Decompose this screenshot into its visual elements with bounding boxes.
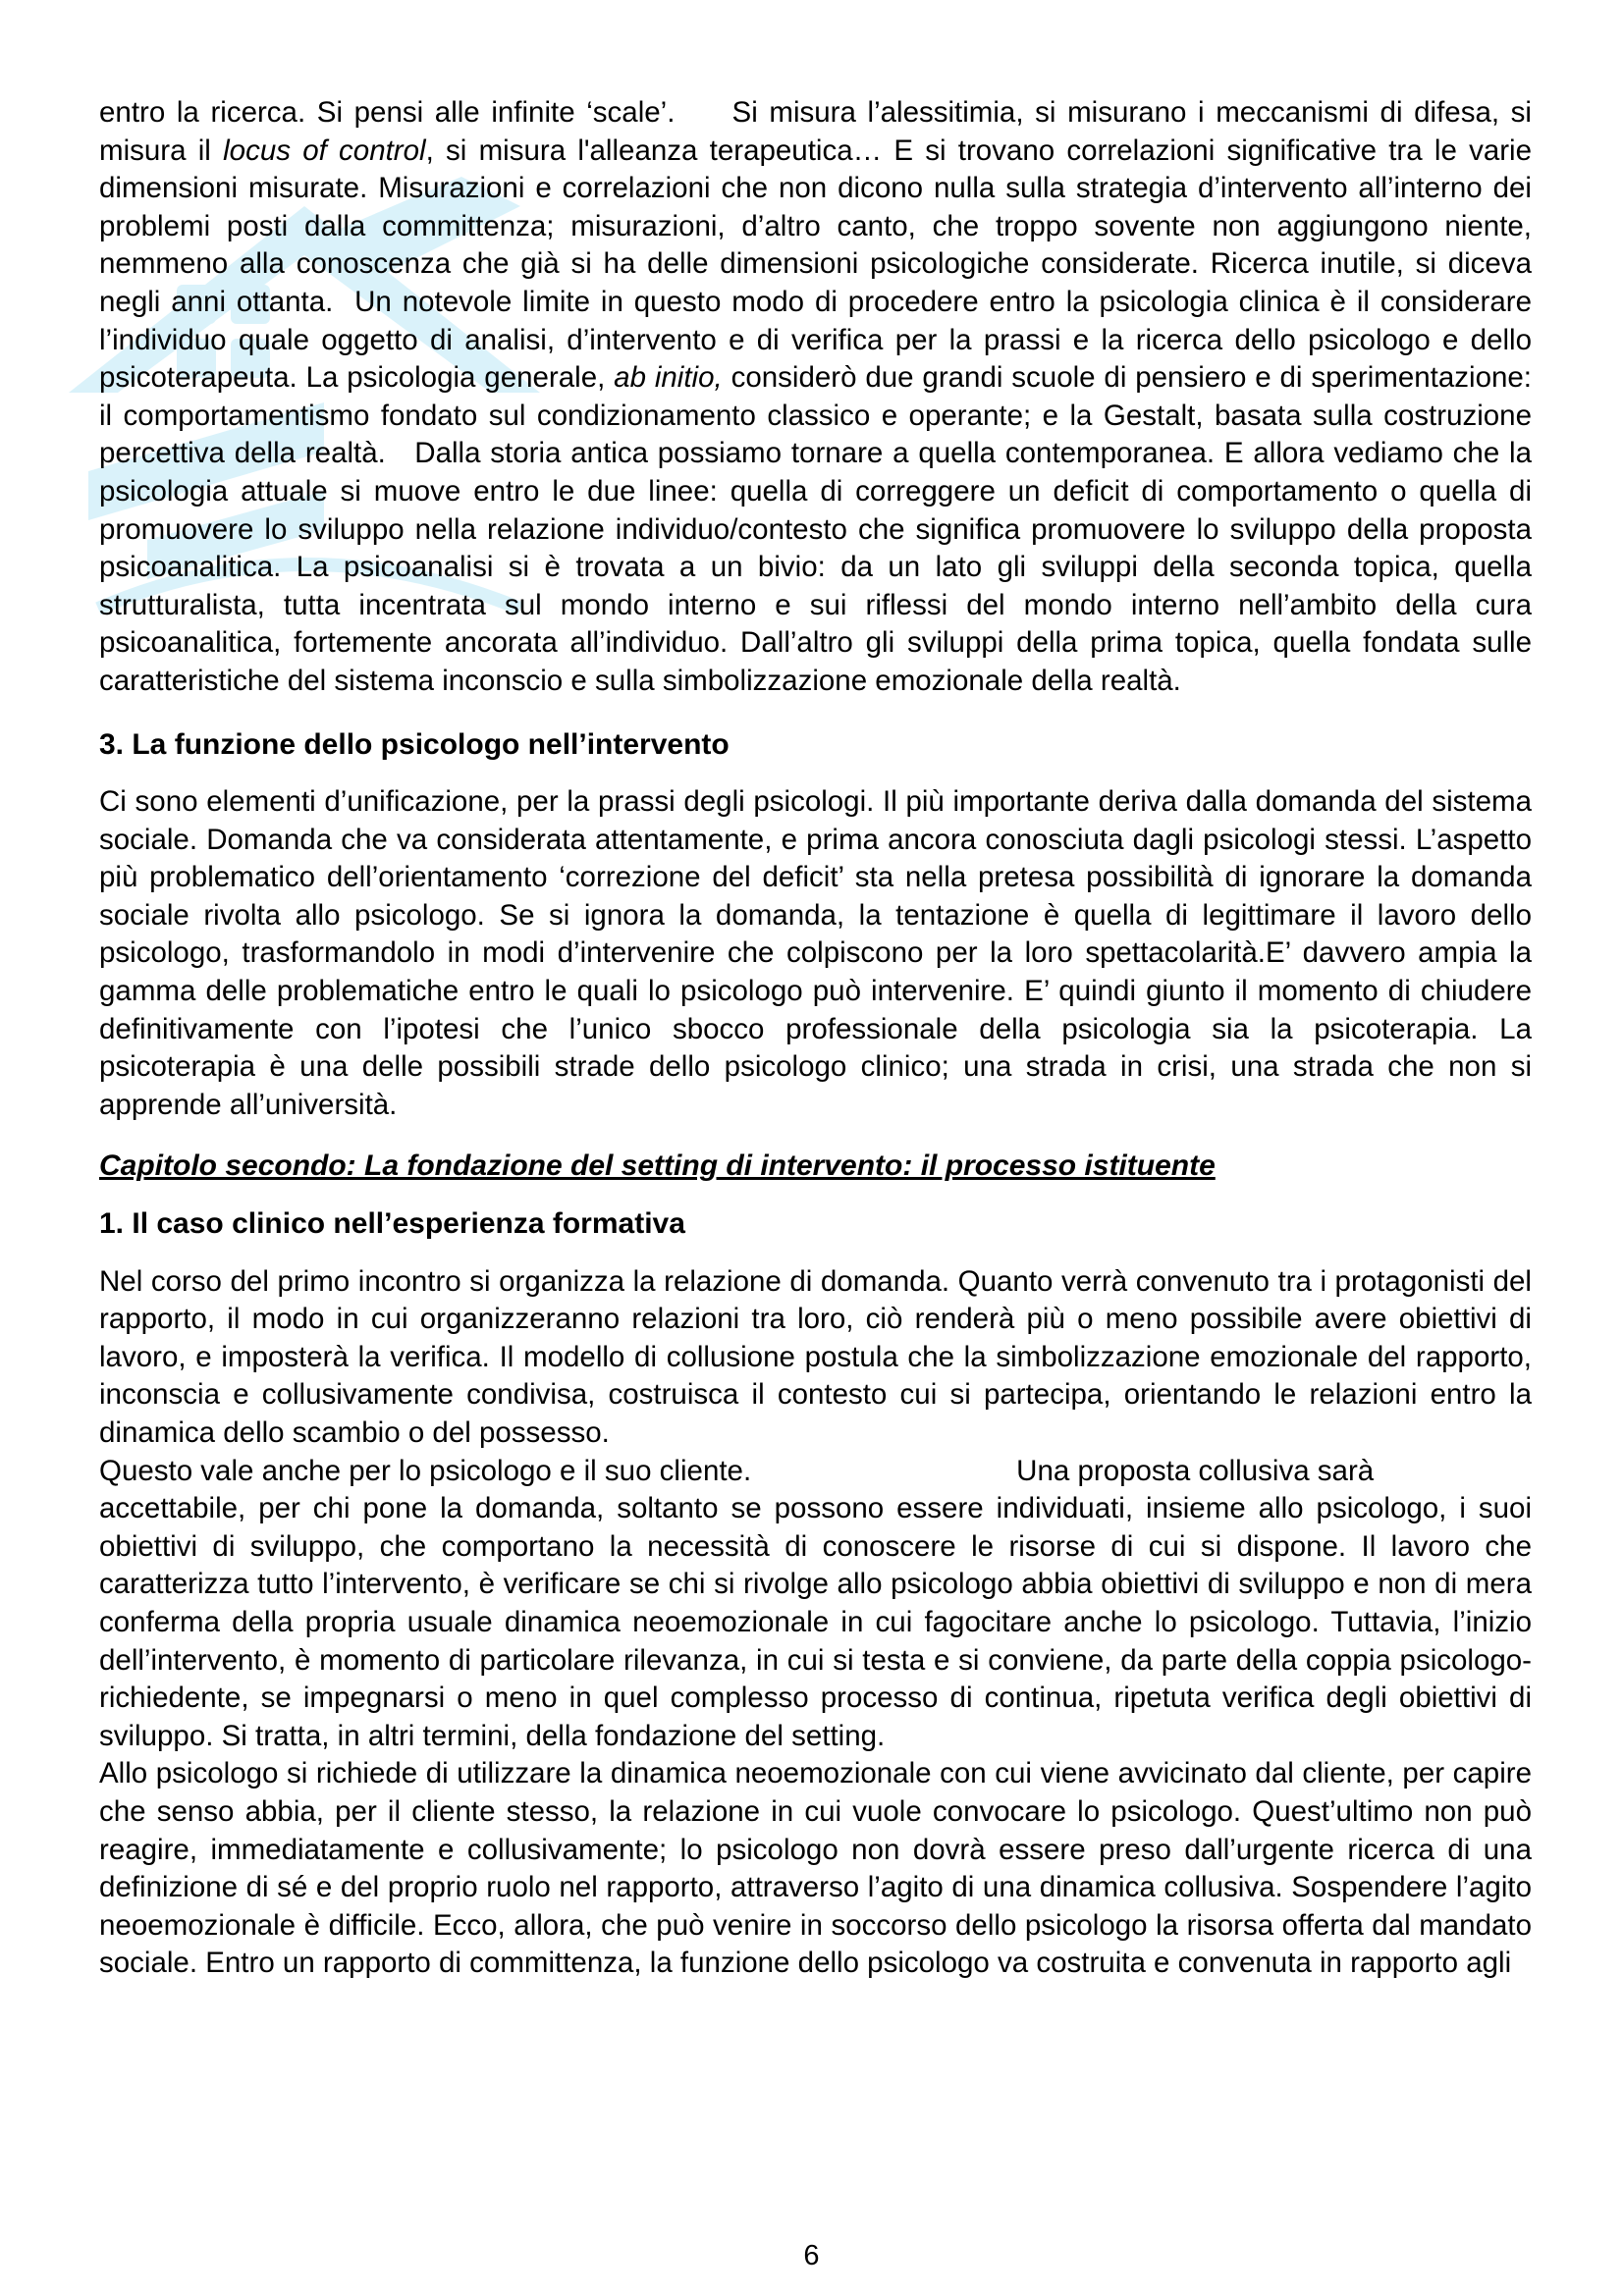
paragraph-section-3: Ci sono elementi d’unificazione, per la prassi degli psicologi. Il più importante deriva dalla domanda del sistema sociale. Domanda che va considerata attentamente, e prima ancora conosciuta dagli psicologi stessi. L’aspetto più problematico dell’orientamento ‘correzione del deficit’ sta nella pretesa possibilità di ignorare la domanda sociale rivolta allo psicologo. Se si ignora la domanda, la tentazione è quella di legittimare il lavoro dello psicologo, trasformandolo in modi d’intervenire che colpiscono per la loro spettacolarità.E’ davvero ampia la gamma delle problematiche entro le quali lo psicologo può intervenire. E’ quindi giunto il momento di chiudere definitivamente con l’ipotesi che l’unico sbocco professionale della psicologia sia la psicoterapia. La psicoterapia è una delle possibili strade dello psicologo clinico; una strada in crisi, una strada che non si apprende all’università. (99, 785, 1532, 1121)
paragraph-intro (99, 94, 1532, 701)
page-number: 6 (803, 2240, 820, 2271)
paragraph-chapter-2: accettabile, per chi pone la domanda, soltanto se possono essere individuati, insieme allo psicologo, i suoi obiettivi di sviluppo, che comportano la necessità di conoscere le risorse di cui si dispone. Il lavoro che caratterizza tutto l’intervento, è verificare se chi si rivolge allo psicologo abbia obiettivi di sviluppo e non di mera conferma della propria usuale dinamica neoemozionale in cui fagocitare anche lo psicologo. Tuttavia, l’inizio dell’intervento, è momento di particolare rilevanza, in cui si testa e si conviene, da parte della coppia psicologo-richiedente, se impegnarsi o meno in quel complesso processo di continua, ripetuta verifica degli obiettivi di sviluppo. Si tratta, in altri termini, della fondazione del setting. (99, 1492, 1532, 1752)
section-heading-3: 3. La funzione dello psicologo nell’intervento (99, 727, 730, 761)
paragraph-chapter-3: Allo psicologo si richiede di utilizzare la dinamica neoemozionale con cui viene avvicinato dal cliente, per capire che senso abbia, per il cliente stesso, la relazione in cui vuole convocare lo psicologo. Quest’ultimo non può reagire, immediatamente e collusivamente; lo psicologo non dovrà essere preso dall’urgente ricerca di una definizione di sé e del proprio ruolo nel rapporto, attraverso l’agito di una dinamica collusiva. Sospendere l’agito neoemozionale è difficile. Ecco, allora, che può venire in soccorso dello psicologo la risorsa offerta dal mandato sociale. Entro un rapporto di committenza, la funzione dello psicologo va costruita e convenuta in rapporto agli (99, 1757, 1532, 1980)
line-text: Questo vale anche per lo psicologo e il suo cliente. (99, 1454, 752, 1487)
italic-locus-of-control: locus of control (223, 133, 426, 167)
paragraph-chapter-line (99, 1453, 1532, 1491)
text-column (99, 94, 1532, 1983)
section-heading-1: 1. Il caso clinico nell’esperienza formativa (99, 1207, 685, 1241)
paragraph-intro-part: entro la ricerca. Si pensi alle infinite ‘scale’. Si misura l’alessitimia, si misurano i meccanismi di difesa, si misura il (99, 96, 1532, 167)
italic-ab-initio: ab initio, (614, 361, 723, 395)
paragraph-intro-part: , si misura l'alleanza terapeutica… E si trovano correlazioni significative tra le varie dimensioni misurate. Misurazioni e correlazioni che non dicono nulla sulla strategia d’intervento all’interno dei problemi posti dalla committenza; misurazioni, d’altro canto, che troppo sovente non aggiungono niente, nemmeno alla conoscenza che già si ha delle dimensioni psicologiche considerate. Ricerca inutile, si diceva negli anni ottanta. Un notevole limite in questo modo di procedere entro la psicologia clinica è il considerare l’individuo quale oggetto di analisi, d’intervento e di verifica per la prassi e la ricerca dello psicologo e dello psicoterapeuta. La psicologia generale, (99, 133, 1533, 395)
paragraph-chapter-1: Nel corso del primo incontro si organizza la relazione di domanda. Quanto verrà convenuto tra i protagonisti del rapporto, il modo in cui organizzeranno relazioni tra loro, ciò renderà più o meno possibile avere obiettivi di lavoro, e imposterà la verifica. Il modello di collusione postula che la simbolizzazione emozionale del rapporto, inconscia e collusivamente condivisa, costruisca il contesto cui si partecipa, orientando le relazioni entro la dinamica dello scambio o del possesso. (99, 1264, 1532, 1449)
paragraph-intro-part: considerò due grandi scuole di pensiero e di sperimentazione: il comportamentismo fondato sul condizionamento classico e operante; e la Gestalt, basata sulla costruzione percettiva della realtà. Dalla storia antica possiamo tornare a quella contemporanea. E allora vediamo che la psicologia attuale si muove entro le due linee: quella di correggere un deficit di comportamento o quella di promuovere lo sviluppo nella relazione individuo/contesto che significa promuovere lo sviluppo della proposta psicoanalitica. La psicoanalisi si è trovata a un bivio: da un lato gli sviluppi della seconda topica, quella strutturalista, tutta incentrata sul mondo interno e sui riflessi del mondo interno nell’ambito della cura psicoanalitica, fortemente ancorata all’individuo. Dall’altro gli sviluppi della prima topica, quella fondata sulle caratteristiche del sistema inconscio e sulla simbolizzazione emozionale della realtà. (99, 361, 1532, 697)
chapter-title: Capitolo secondo: La fondazione del setting di intervento: il processo istituente (99, 1149, 1216, 1183)
line-tail-text: Una proposta collusiva sarà (1016, 1454, 1375, 1487)
